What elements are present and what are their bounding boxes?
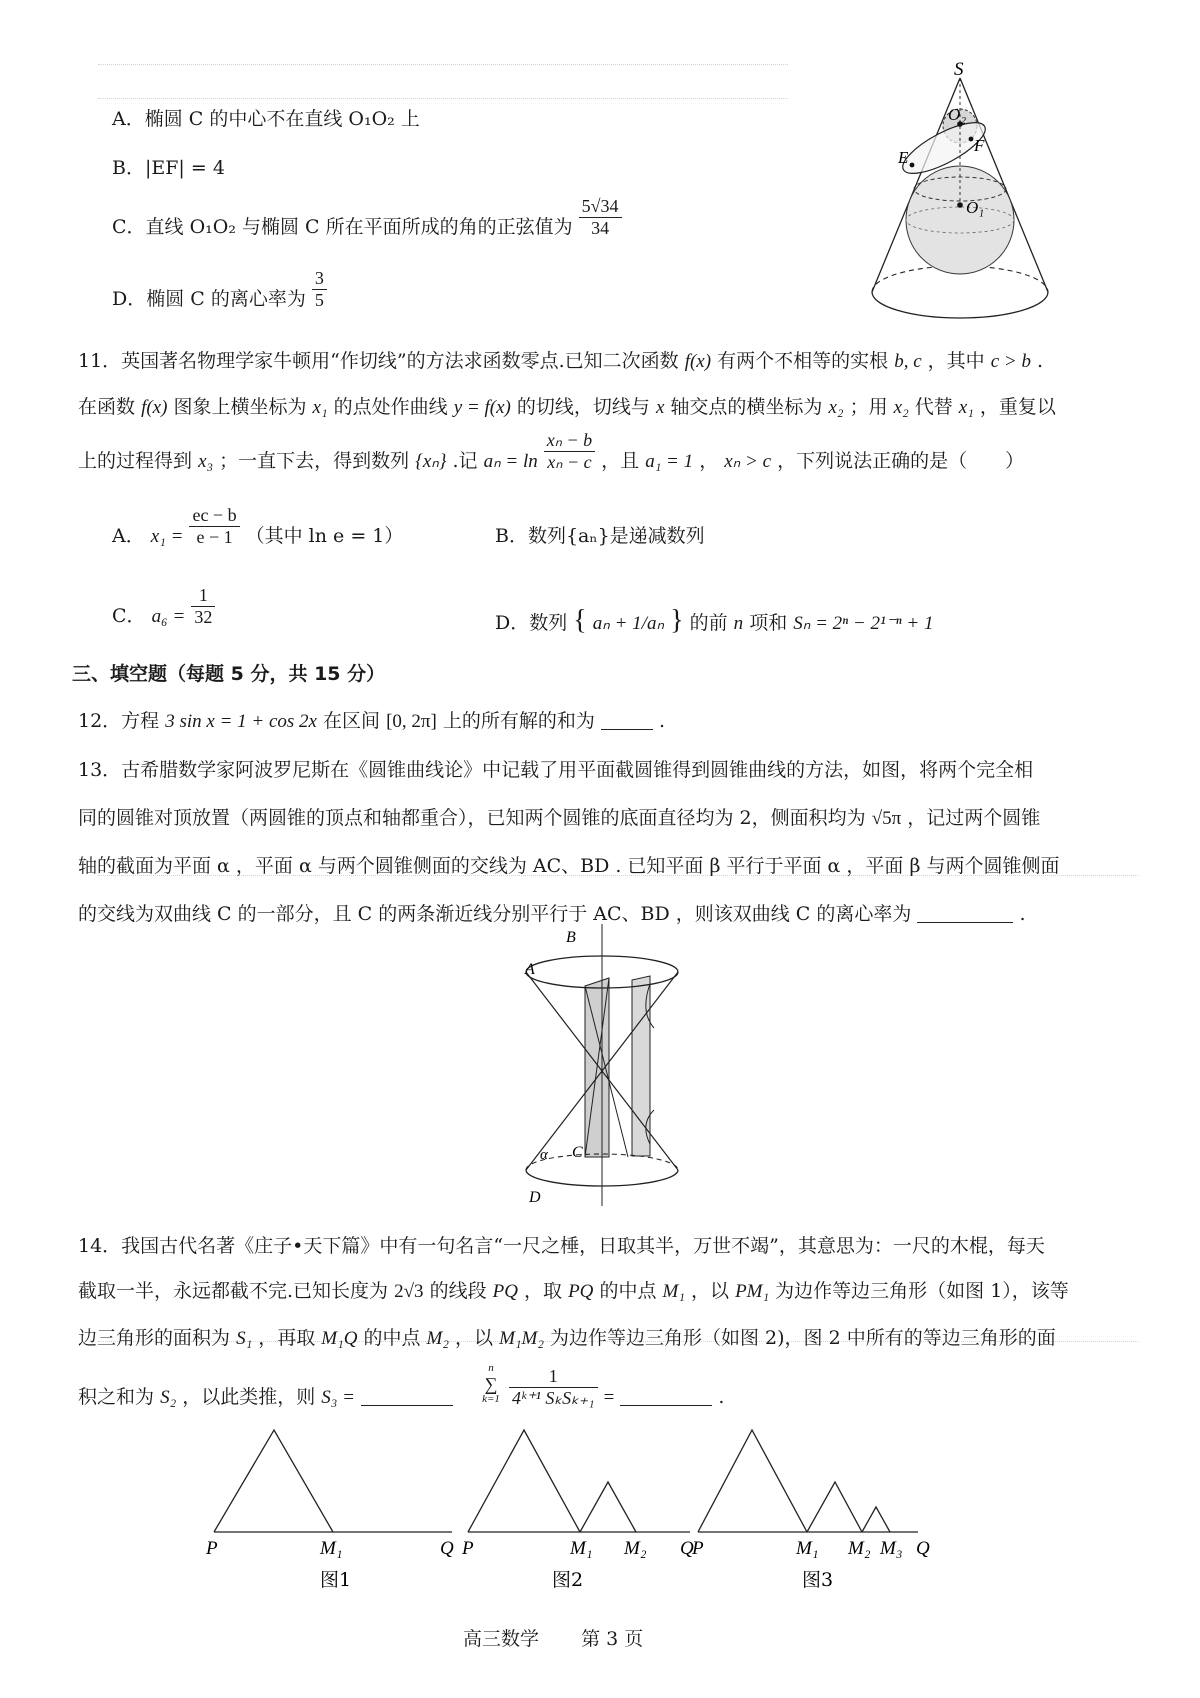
math-span: √5π: [871, 808, 902, 829]
text-span: 有两个不相等的实根: [717, 350, 889, 372]
section-heading: 三、填空题（每题 5 分，共 15 分）: [72, 663, 386, 685]
text-span: 截取一半，永远都截不完.已知长度为: [78, 1280, 389, 1302]
text-span: 上的所有解的和为: [442, 710, 595, 732]
point-f: [969, 137, 974, 142]
math-span: M₁Q: [321, 1328, 358, 1349]
q11-option-b: B．数列{aₙ}是递减数列: [495, 525, 705, 547]
label-m1: M₁: [570, 1538, 593, 1559]
label-s: S: [954, 62, 964, 80]
text-span: D．数列: [495, 612, 568, 634]
text-span: .记: [452, 450, 478, 473]
q13-line-1: 13．古希腊数学家阿波罗尼斯在《圆锥曲线论》中记载了用平面截圆锥得到圆锥曲线的方法，如图，将两个完全相: [78, 759, 1034, 781]
q14-line-2: [78, 1282, 1069, 1301]
math-span: x₁ =: [150, 526, 184, 548]
math-span: PQ: [492, 1281, 518, 1302]
triangle: [698, 1430, 807, 1532]
answer-blank[interactable]: [917, 904, 1013, 923]
text-span: ，以: [455, 1327, 494, 1349]
math-span: x₁: [958, 397, 974, 418]
fraction: [189, 505, 239, 547]
label-o1: O₁: [966, 198, 985, 217]
math-span: M₂: [426, 1328, 449, 1349]
footer-subject: 高三数学: [463, 1628, 540, 1650]
math-span: S₃ =: [321, 1387, 355, 1408]
text-span: 积之和为: [78, 1386, 155, 1408]
text-span: C．: [112, 605, 146, 628]
q13-line-3: 轴的截面为平面 α ，平面 α 与两个圆锥侧面的交线为 AC、BD . 已知平面 β 平行于平面 α ，平面 β 与两个圆锥侧面: [78, 855, 1060, 877]
caption-fig1: 图1: [320, 1569, 352, 1591]
math-span: S₁: [236, 1328, 253, 1349]
label-m2: M₂: [848, 1538, 871, 1559]
text-span: .: [1037, 350, 1044, 372]
triangle: [468, 1430, 580, 1532]
figure-2: [461, 1430, 694, 1591]
text-span: 的交线为双曲线 C 的一部分，且 C 的两条渐近线分别平行于 AC、BD ，则该双曲线 C 的离心率为: [78, 903, 912, 925]
label-q: Q: [440, 1538, 454, 1559]
fraction-denominator: 4ᵏ⁺¹ SₖSₖ₊₁: [511, 1387, 595, 1408]
sum-lower: k=1: [482, 1393, 500, 1406]
label-d: D: [529, 1189, 541, 1206]
math-span: Sₙ = 2ⁿ − 2¹⁻ⁿ + 1: [793, 613, 934, 634]
section-plane-beta: [632, 976, 650, 1156]
fraction: [191, 585, 215, 627]
text-span: 在区间: [323, 710, 381, 732]
q13-line-4: [78, 904, 1026, 924]
brace-left: {: [573, 605, 587, 636]
text-span: .: [718, 1386, 725, 1408]
text-span: ，且: [601, 450, 640, 473]
text-span: ，重复以: [979, 396, 1056, 418]
sum-upper: n: [488, 1361, 494, 1374]
label-alpha: α: [540, 1147, 548, 1163]
math-span: PQ: [568, 1281, 594, 1302]
cone-base-front: [872, 292, 1048, 318]
text-span: 的中点: [599, 1280, 657, 1302]
label-q: Q: [916, 1538, 930, 1559]
math-span: x₁: [312, 397, 328, 418]
label-m1: M₁: [796, 1538, 819, 1559]
math-span: 2√3: [394, 1281, 424, 1302]
text-span: ，再取: [258, 1327, 316, 1349]
math-span: b, c: [894, 351, 922, 372]
text-span: 上的过程得到: [78, 450, 193, 473]
q12: [78, 711, 665, 731]
label-p: P: [462, 1538, 474, 1559]
math-span: x₂: [893, 397, 909, 418]
math-span: x: [655, 397, 665, 418]
text-span: 为边作等边三角形（如图 2)，图 2 中所有的等边三角形的面: [550, 1327, 1056, 1349]
triangle-figures: [190, 1420, 1070, 1595]
label-f: F: [974, 136, 985, 155]
cone-sphere-figure: [860, 62, 1060, 327]
math-span: xₙ > c: [724, 451, 772, 473]
label-c: C: [572, 1144, 583, 1161]
figure-1: [205, 1430, 454, 1591]
answer-blank-s3[interactable]: [361, 1387, 453, 1406]
point-e: [910, 163, 915, 168]
triangle: [862, 1507, 890, 1532]
fraction: [312, 268, 327, 310]
text-span: 12．方程: [78, 710, 160, 732]
answer-blank-sum[interactable]: [620, 1387, 712, 1406]
label-b: B: [566, 929, 576, 946]
q13-line-2: [78, 809, 1040, 828]
triangle: [807, 1482, 862, 1532]
double-cone-figure: [520, 924, 685, 1206]
page-footer: [463, 1630, 643, 1649]
text-span: 的切线，切线与: [516, 396, 650, 418]
label-a: A: [525, 961, 535, 978]
q10-option-a: A．椭圆 C 的中心不在直线 O₁O₂ 上: [112, 108, 420, 130]
text-span: 的点处作曲线: [333, 396, 448, 418]
text-span: 同的圆锥对顶放置（两圆锥的顶点和轴都重合），已知两个圆锥的底面直径均为 2，侧面积均为: [78, 807, 866, 829]
sigma-symbol: ∑: [484, 1373, 498, 1394]
text-span: ；用: [849, 396, 888, 418]
label-q: Q: [680, 1538, 694, 1559]
q11-line-1: [78, 352, 1043, 371]
math-span: 3 sin x = 1 + cos 2x: [165, 711, 317, 732]
fraction-denominator: xₙ − c: [547, 451, 592, 472]
math-span: M₁: [662, 1281, 685, 1302]
brace-right: }: [670, 605, 684, 636]
math-span: f(x): [684, 351, 712, 372]
label-e: E: [898, 148, 909, 167]
fraction-denominator: e − 1: [196, 526, 233, 547]
text-span: 项和: [749, 612, 788, 634]
fraction-denominator: 34: [591, 217, 610, 238]
q14-line-4: [78, 1361, 725, 1408]
text-span: 在函数: [78, 396, 136, 418]
q10-option-b: B．|EF| = 4: [112, 157, 225, 179]
q10-option-c-text: C．直线 O₁O₂ 与椭圆 C 所在平面所成的角的正弦值为: [112, 216, 573, 239]
math-span: n: [733, 613, 744, 634]
math-span: f(x): [141, 397, 168, 418]
text-span: ，以此类推，则: [182, 1386, 316, 1408]
q11-option-d: [495, 607, 933, 635]
label-p: P: [692, 1538, 704, 1559]
footer-page-number: 第 3 页: [581, 1628, 644, 1650]
math-span: x₃: [198, 451, 214, 473]
fraction: [509, 1366, 598, 1408]
math-span: c > b: [990, 351, 1031, 372]
fraction-numerator: 1: [509, 1366, 598, 1388]
label-m3: M₃: [880, 1538, 903, 1559]
math-span: y = f(x): [453, 397, 511, 418]
text-span: .: [1019, 903, 1026, 925]
math-span: a₆ =: [151, 606, 186, 628]
math-span: M₁M₂: [499, 1328, 544, 1349]
fraction-numerator: 3: [312, 268, 327, 290]
dotted-guide-line: [98, 64, 788, 65]
q10-option-d-text: D．椭圆 C 的离心率为: [112, 288, 306, 311]
caption-fig3: 图3: [802, 1569, 834, 1591]
text-span: ，下列说法正确的是（ ）: [777, 450, 1025, 473]
q11-line-3: [78, 430, 1025, 473]
text-span: 为边作等边三角形（如图 1），该等: [775, 1280, 1069, 1302]
text-span: ；一直下去，得到数列: [219, 450, 410, 473]
fraction-numerator: xₙ − b: [544, 430, 595, 452]
figure-3: [691, 1430, 930, 1591]
math-span: aₙ = ln: [483, 451, 538, 473]
text-span: （其中 ln e = 1）: [245, 525, 404, 548]
text-span: 边三角形的面积为: [78, 1327, 231, 1349]
triangle: [214, 1430, 333, 1532]
caption-fig2: 图2: [552, 1569, 584, 1591]
q10-option-c: [112, 196, 622, 239]
text-span: ，其中: [927, 350, 985, 372]
text-span: ，记过两个圆锥: [907, 807, 1041, 829]
triangle: [580, 1482, 636, 1532]
math-span: [0, 2π]: [386, 711, 437, 732]
text-span: 的线段: [429, 1280, 487, 1302]
text-span: 轴交点的横坐标为: [670, 396, 823, 418]
fraction-denominator: 32: [194, 606, 213, 627]
label-m2: M₂: [624, 1538, 647, 1559]
text-span: 的前: [689, 612, 728, 634]
fraction: [544, 430, 595, 472]
fraction: [579, 196, 622, 238]
text-span: .: [659, 710, 666, 732]
label-p: P: [206, 1538, 218, 1559]
text-span: 的中点: [363, 1327, 421, 1349]
q11-option-c: [112, 585, 215, 628]
math-span: PM₁: [735, 1281, 770, 1302]
math-span: {xₙ}: [415, 451, 447, 473]
text-span: ，: [699, 450, 719, 473]
text-span: ，以: [691, 1280, 730, 1302]
fraction-numerator: 1: [191, 585, 215, 607]
summation: [479, 1363, 503, 1406]
dotted-guide-line: [98, 98, 788, 99]
q10-option-d: [112, 268, 327, 311]
q11-option-a: [112, 505, 404, 548]
answer-blank[interactable]: [601, 711, 653, 730]
math-span: =: [603, 1387, 615, 1408]
q14-line-1: 14．我国古代名著《庄子•天下篇》中有一句名言“一尺之棰，日取其半，万世不竭”，其意思为：一尺的木棍，每天: [78, 1235, 1045, 1257]
math-span: S₂: [160, 1387, 177, 1408]
label-m1: M₁: [320, 1538, 343, 1559]
math-span: aₙ + 1/aₙ: [592, 613, 665, 634]
math-span: x₂: [828, 397, 844, 418]
text-span: A．: [112, 525, 145, 548]
math-span: a₁ = 1: [645, 451, 694, 473]
q14-line-3: [78, 1329, 1056, 1348]
fraction-numerator: ec − b: [189, 505, 239, 527]
fraction-numerator: 5√34: [579, 196, 622, 218]
q11-line-2: [78, 398, 1056, 417]
label-o2: O₂: [948, 105, 967, 124]
text-span: ，取: [524, 1280, 563, 1302]
fraction-denominator: 5: [314, 289, 324, 310]
text-span: 代替: [914, 396, 953, 418]
point-o1: [957, 202, 963, 208]
text-span: 11．英国著名物理学家牛顿用“作切线”的方法求函数零点.已知二次函数: [78, 350, 679, 372]
text-span: 图象上横坐标为: [173, 396, 307, 418]
